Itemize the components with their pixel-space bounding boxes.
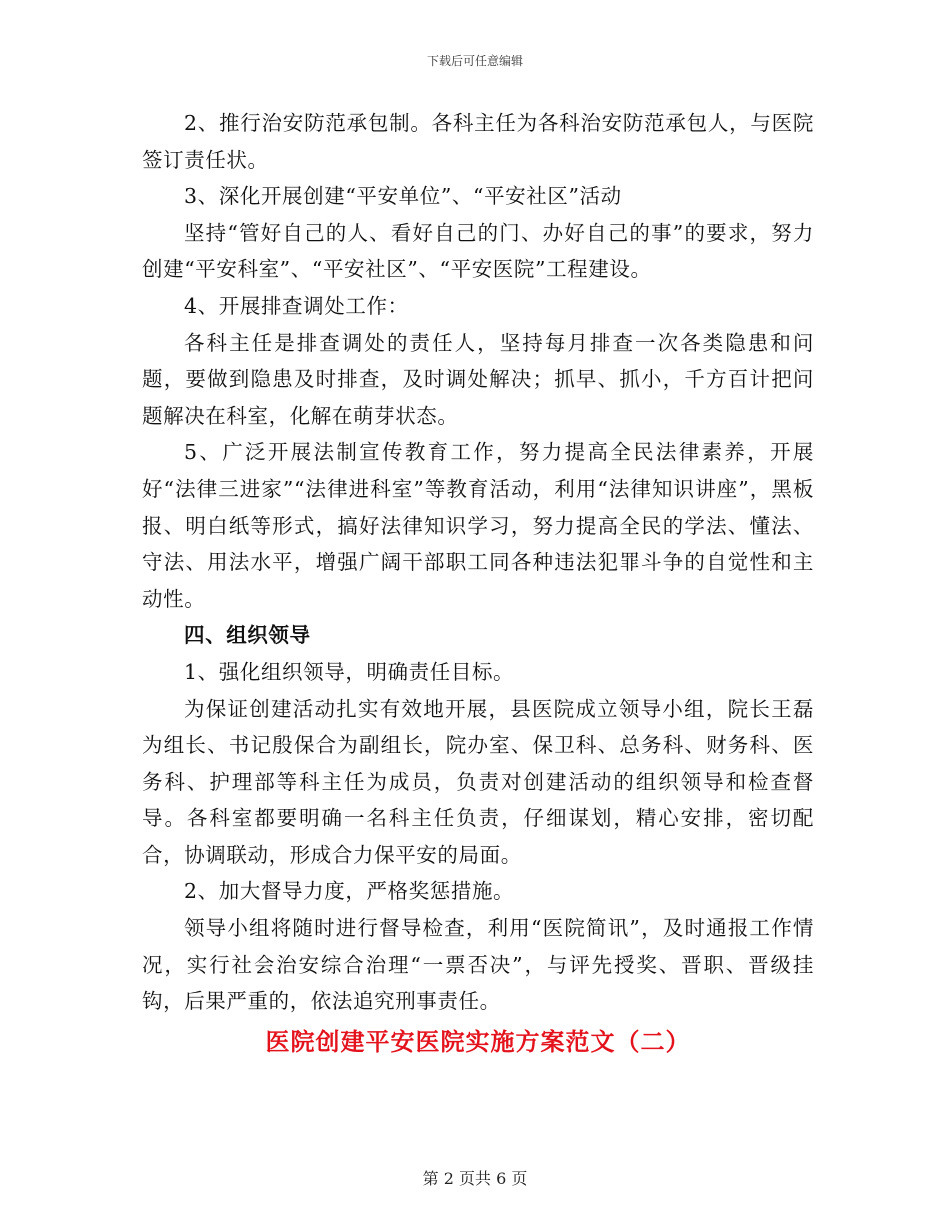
paragraph-org-1-heading: 1、强化组织领导，明确责任目标。 xyxy=(184,659,515,684)
paragraph-item-2-contract: 2、推行治安防范承包制。各科主任为各科治安防范承包人，与医院签订责任状。 xyxy=(142,111,814,172)
page-number-footer: 第 2 页共 6 页 xyxy=(422,1169,528,1188)
paragraph-org-1-body: 为保证创建活动扎实有效地开展，县医院成立领导小组，院长王磊为组长、书记殷保合为副组长，院办室、保卫科、总务科、财务科、医务科、护理部等科主任为成员，负责对创建活动的组织领导和检查督导。各科室都要明确一名科主任负责，仔细谋划，精心安排，密切配合，协调联动，形成合力保平安的局面。 xyxy=(142,696,814,867)
document-section-title: 医院创建平安医院实施方案范文（二） xyxy=(265,1026,691,1056)
paragraph-org-2-body: 领导小组将随时进行督导检查，利用“医院简讯”，及时通报工作情况，实行社会治安综合治理“一票否决”，与评先授奖、晋职、晋级挂钩，后果严重的，依法追究刑事责任。 xyxy=(142,916,814,1014)
page-header: 下载后可任意编辑 xyxy=(426,54,523,68)
paragraph-item-4-heading: 4、开展排查调处工作： xyxy=(184,293,409,318)
paragraph-item-3-heading: 3、深化开展创建“平安单位”、“平安社区”活动 xyxy=(184,184,622,209)
paragraph-item-5-legal-education: 5、广泛开展法制宣传教育工作，努力提高全民法律素养，开展好“法律三进家”“法律进科室”等教育活动，利用“法律知识讲座”，黑板报、明白纸等形式，搞好法律知识学习，努力提高全民的学法、懂法、守法、用法水平，增强广阔干部职工同各种违法犯罪斗争的自觉性和主动性。 xyxy=(142,440,814,611)
paragraph-org-2-heading: 2、加大督导力度，严格奖惩措施。 xyxy=(184,879,515,904)
section-heading-organization: 四、组织领导 xyxy=(184,623,311,648)
paragraph-item-3-body: 坚持“管好自己的人、看好自己的门、办好自己的事”的要求，努力创建“平安科室”、“平安社区”、“平安医院”工程建设。 xyxy=(142,220,814,282)
paragraph-item-4-body: 各科主任是排查调处的责任人，坚持每月排查一次各类隐患和问题，要做到隐患及时排查，及时调处解决；抓早、抓小，千方百计把问题解决在科室，化解在萌芽状态。 xyxy=(142,330,814,428)
document-body xyxy=(142,105,814,1062)
